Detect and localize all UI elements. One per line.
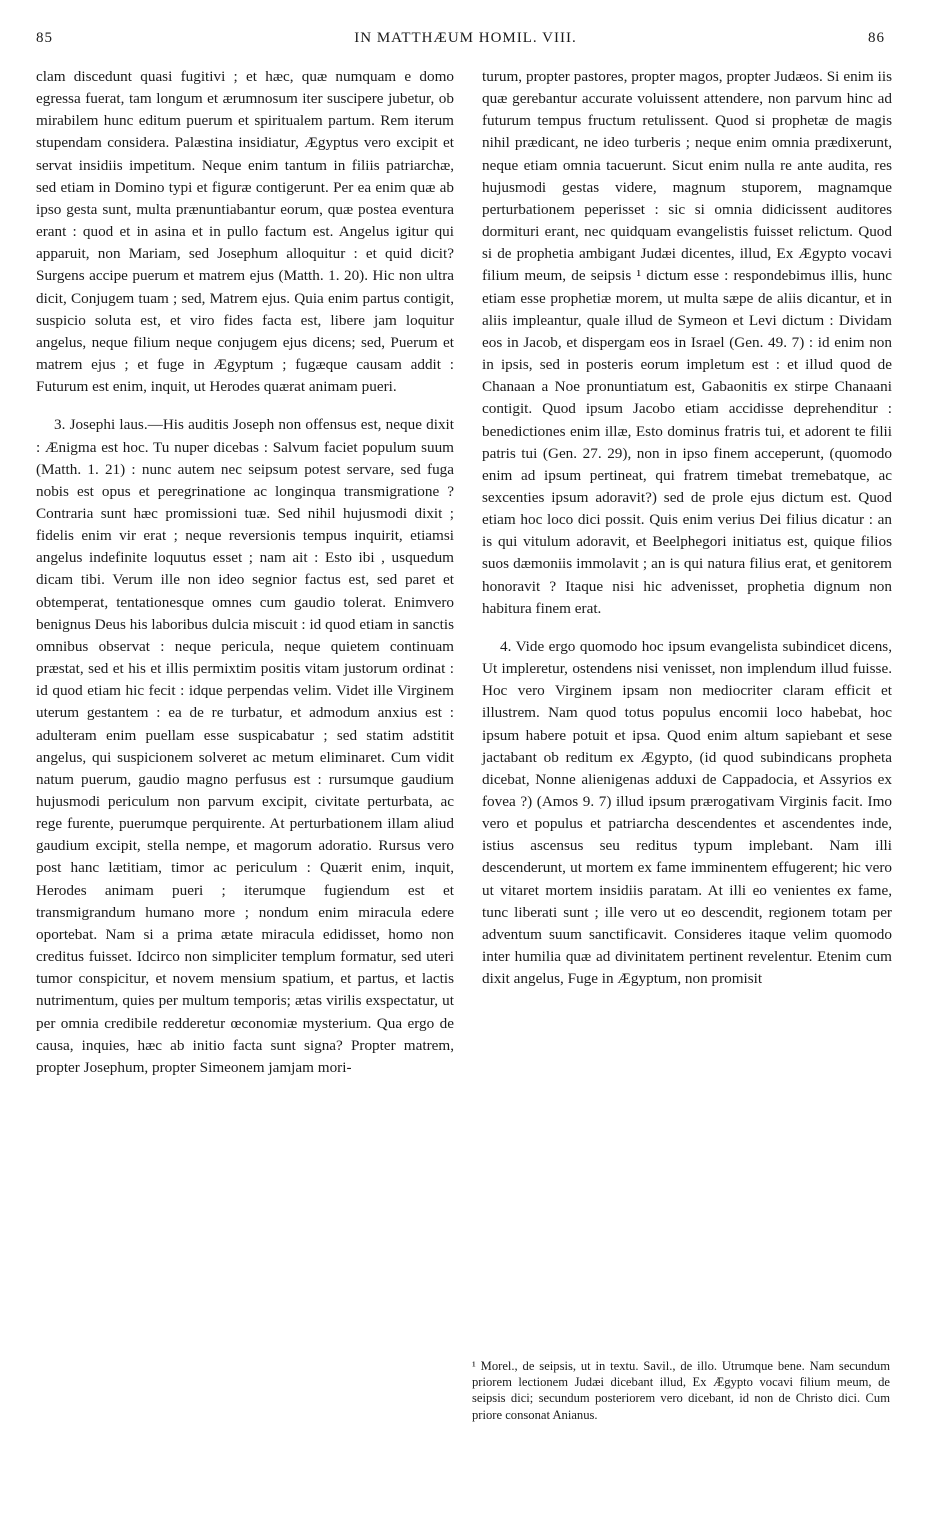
paragraph: clam discedunt quasi fugitivi ; et hæc, quæ numquam e domo egressa fuerat, tam longum et ærumnosum iter suscipere jubetur, ob mirabilem hunc editum puerum et spiritualem partum. Rem iterum stupendam considera. Palæstina insidiatur, Ægyptus vero excipit et servat insidiis impetitum. Neque enim tantum in filiis patriarchæ, sed etiam in Domino typi et figuræ contigerunt. Per ea enim quæ ab ipso gesta sunt, multa prænuntiabantur eorum, quæ postea eventura erant : quod et in asina et in pullo factum est. Angelus igitur qui apparuit, non Mariam, sed Josephum alloquitur : et quid dicit? Surgens accipe puerum et matrem ejus (Matth. 1. 20). Hic non ultra dicit, Conjugem tuam ; sed, Matrem ejus. Quia enim partus contigit, suspicio soluta est, et viro fides facta est, libere jam loquitur angelus, neque filium neque conjugem ejus dicens; sed, Puerum et matrem ejus ; et fuge in Ægyptum ; fugæque causam addit : Futurum est enim, inquit, ut Herodes quærat animam pueri. <box>36 68 454 396</box>
page-number-left: 85 <box>36 30 53 46</box>
paragraph: turum, propter pastores, propter magos, propter Judæos. Si enim iis quæ gerebantur accurate voluissent attendere, non parvum hinc ad futurum tempus fructum retulissent. Quod si prophetæ de magis nihil prædicant, ne ideo turberis ; neque enim omnia prædixerunt, neque etiam omnia tacuerunt. Sicut enim nulla re ante audita, res hujusmodi gestas videre, magnum stuporem, magnamque perturbationem peperisset : sic si omnia didicissent auditores dormituri erant, nec quidquam evangelistis fuisset relictum. Quod si de prophetia ambigant Judæi dicentes, illud, Ex Ægypto vocavi filium meum, de seipsis ¹ dictum esse : respondebimus illis, hunc etiam esse prophetiæ morem, ut multa sæpe de aliis dicantur, et in aliis impleantur, quale illud de Symeon et Levi dictum : Dividam eos in Jacob, et dispergam eos in Israel (Gen. 49. 7) : id enim non in ipsis, sed in posteris eorum impletum est : et illud quod de Chanaan a Noe pronuntiatum est, Gabaonitis ex stirpe Chanaani contigit. Quod ipsum Jacobo etiam accidisse deprehenditur : benedictiones enim illæ, Esto dominus fratris tui, et adorent te filii patris tui (Gen. 27. 29), non in ipso finem acceperunt, (quomodo enim ad ipsum pertineat, qui fratrem timebat tremebatque, ac sexcenties ipsum adoravit?) sed de prole ejus dictum est. Quod etiam hoc loco dici possit. Quis enim verius Dei filius dicatur : an is qui vitulum adoravit, et Beelphegori initiatus est, quique filios suos dæmoniis immolavit ; an is qui natura filius erat, et genitorem honoravit ? Itaque nisi hic advenisset, prophetia dignum non habitura finem erat. <box>482 68 892 617</box>
paragraph: 3. Josephi laus.—His auditis Joseph non offensus est, neque dixit : Ænigma est hoc. Tu nuper dicebas : Salvum faciet populum suum (Matth. 1. 21) : nunc autem nec seipsum potest servare, sed fuga nobis est opus et peregrinatione ac longinqua transmigratione ? Contraria sunt hæc promissioni tuæ. Sed nihil hujusmodi dixit ; fidelis enim vir erat ; neque reversionis tempus inquirit, etiamsi angelus indefinite loquutus esset ; nam ait : Esto ibi , usquedum dicam tibi. Verum ille non ideo segnior factus est, sed paret et obtemperat, tentationesque omnes cum gaudio tolerat. Enimvero benignus Deus his laboribus dulcia miscuit : id quod etiam in sanctis omnibus observat : neque pericula, neque quietem continuam præstat, sed et his et illis permixtim positis vitam justorum ordinat : id quod etiam hic fecit : idque perpendas velim. Videt ille Virginem uterum gestantem : ea de re turbatur, et admodum anxius est : adulteram enim puellam esse suspicabatur ; sed statim adstitit angelus, qui suspicionem solveret ac metum eliminaret. Cum vidit natum puerum, gaudio magno perfusus est : rursumque gaudium hujusmodi periculum non parvum excipit, civitate perturbata, ac rege furente, puerumque perquirente. At perturbationem illam aliud gaudium excipit, stella nempe, et magorum adoratio. Rursus vero post hanc lætitiam, timor ac periculum : Quærit enim, inquit, Herodes animam pueri ; iterumque fugiendum est et transmigrandum humano more ; nondum enim miracula edere oportebat. Nam si a prima ætate miracula edidisset, homo non creditus fuisset. Idcirco non simpliciter templum formatur, sed uteri tumor conspicitur, et novem mensium spatium, et partus, et lactis nutrimentum, quies per multum temporis; ætas virilis exspectatur, ut per omnia credibile redderetur œconomiæ mysterium. Qua ergo de causa, inquies, hæc ab initio facta sunt signa? Propter matrem, propter Josephum, propter Simeonem jamjam mori- <box>36 416 454 1076</box>
right-column <box>482 66 892 990</box>
paragraph: 4. Vide ergo quomodo hoc ipsum evangelista subindicet dicens, Ut impleretur, ostendens nisi venisset, non implendum illud fuisse. Hoc vero Virginem ipsam non mediocriter claram efficit et illustrem. Nam quod totus populus encomii loco habebat, hoc ipsum habere potuit et ipsa. Quod enim altum sapiebant et sese jactabant ob reditum ex Ægypto, (id quod subindicans propheta dicebat, Nonne alienigenas adduxi de Cappadocia, et Assyrios ex fovea ?) (Amos 9. 7) illud ipsum prærogativam Virginis facit. Imo vero et populus et patriarcha descendentes et ascendentes inde, istius ascensus seu reditus typum implebant. Nam illi descenderunt, ut mortem ex fame imminentem effugerent; hic vero ut vitaret mortem insidiis paratam. At illi eo venientes ex fame, tunc liberati sunt ; ille vero ut eo descendit, regionem totam per adventum suum sanctificavit. Consideres itaque velim quomodo inter humilia quæ ad divinitatem pertinent revelentur. Etenim cum dixit angelus, Fuge in Ægyptum, non promisit <box>482 637 892 988</box>
running-title: IN MATTHÆUM HOMIL. VIII. <box>354 30 577 46</box>
page-number-right: 86 <box>868 30 885 46</box>
footnote: ¹ Morel., de seipsis, ut in textu. Savil., de illo. Utrumque bene. Nam secundum priorem lectionem Judæi dicebant illud, Ex Ægypto vocavi filium meum, de seipsis dici; secundum posteriorem vero dicebant, id non de Christo dici. Cum priore consonat Anianus. <box>472 1359 890 1422</box>
left-column <box>36 66 454 1079</box>
